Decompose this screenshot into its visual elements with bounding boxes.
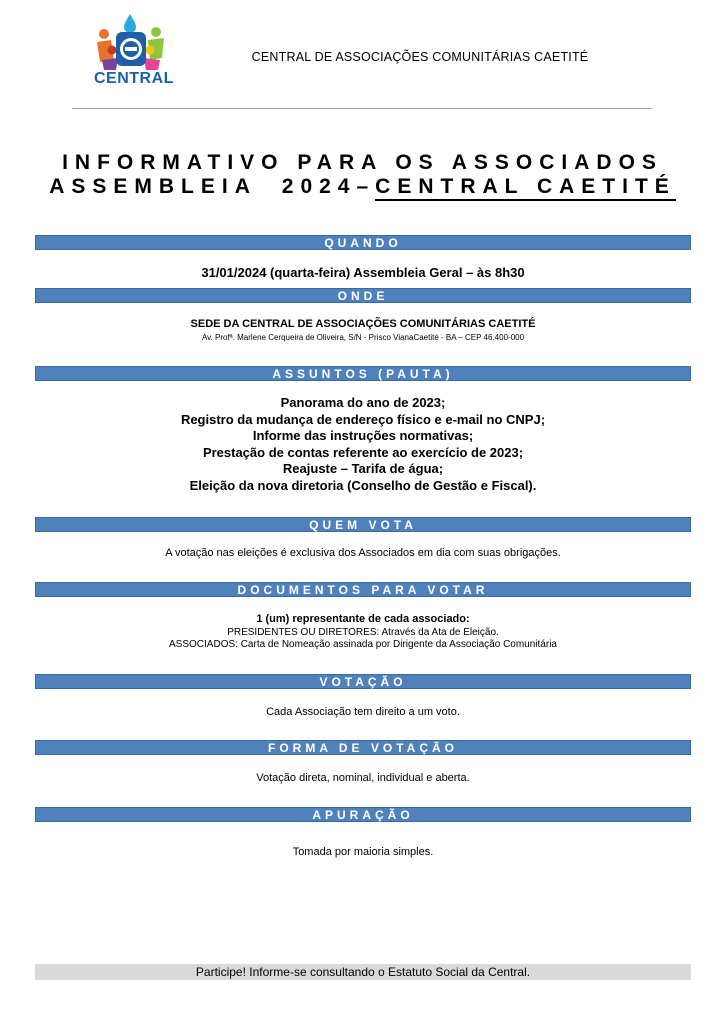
- title-underlined: CENTRAL CAETITÉ: [375, 175, 676, 201]
- section-header-onde: ONDE: [35, 288, 691, 303]
- footer-note: Participe! Informe-se consultando o Estatuto Social da Central.: [35, 964, 691, 980]
- onde-name: SEDE DA CENTRAL DE ASSOCIAÇÕES COMUNITÁRIAS CAETITÉ: [190, 318, 536, 330]
- agenda-item: Prestação de contas referente ao exercício de 2023;: [202, 444, 524, 460]
- agenda-item: Registro da mudança de endereço físico e e-mail no CNPJ;: [180, 411, 546, 427]
- agenda-item: Eleição da nova diretoria (Conselho de Gestão e Fiscal).: [189, 477, 537, 493]
- section-header-forma: FORMA DE VOTAÇÃO: [35, 740, 691, 755]
- agenda-item: Informe das instruções normativas;: [252, 428, 474, 443]
- apuracao-text: Tomada por maioria simples.: [292, 846, 434, 858]
- section-header-quem-vota: QUEM VOTA: [35, 517, 691, 532]
- logo-text: CENTRAL: [94, 70, 174, 87]
- section-header-documentos: DOCUMENTOS PARA VOTAR: [35, 582, 691, 597]
- forma-text: Votação direta, nominal, individual e aberta.: [256, 772, 470, 784]
- documentos-line1: PRESIDENTES OU DIRETORES: Através da Ata de Eleição.: [227, 627, 499, 638]
- quando-text: 31/01/2024 (quarta-feira) Assembleia Geral – às 8h30: [201, 265, 525, 280]
- documentos-lead: 1 (um) representante de cada associado:: [256, 613, 470, 625]
- central-logo: [92, 12, 172, 92]
- document-title-line1: INFORMATIVO PARA OS ASSOCIADOS: [62, 151, 663, 174]
- quem-vota-text: A votação nas eleições é exclusiva dos Associados em dia com suas obrigações.: [165, 547, 561, 559]
- header-divider: [72, 108, 652, 109]
- agenda-item: Panorama do ano de 2023;: [280, 395, 446, 410]
- section-header-quando: QUANDO: [35, 235, 691, 250]
- section-header-assuntos: ASSUNTOS (PAUTA): [35, 366, 691, 381]
- section-header-apuracao: APURAÇÃO: [35, 807, 691, 822]
- section-header-votacao: VOTAÇÃO: [35, 674, 691, 689]
- agenda-item: Reajuste – Tarifa de água;: [282, 461, 444, 476]
- title-prefix: ASSEMBLEIA 2024–: [49, 175, 376, 198]
- onde-address: Av. Profª. Marlene Cerqueira de Oliveira, S/N - Prisco VianaCaetité - BA – CEP 46.400-000: [201, 333, 525, 342]
- votacao-text: Cada Associação tem direito a um voto.: [266, 706, 460, 718]
- organization-name: CENTRAL DE ASSOCIAÇÕES COMUNITÁRIAS CAETITÉ: [251, 50, 589, 64]
- document-title-line2: [30, 175, 695, 199]
- agenda-list: [35, 395, 691, 494]
- documentos-line2: ASSOCIADOS: Carta de Nomeação assinada por Dirigente da Associação Comunitária: [169, 639, 557, 650]
